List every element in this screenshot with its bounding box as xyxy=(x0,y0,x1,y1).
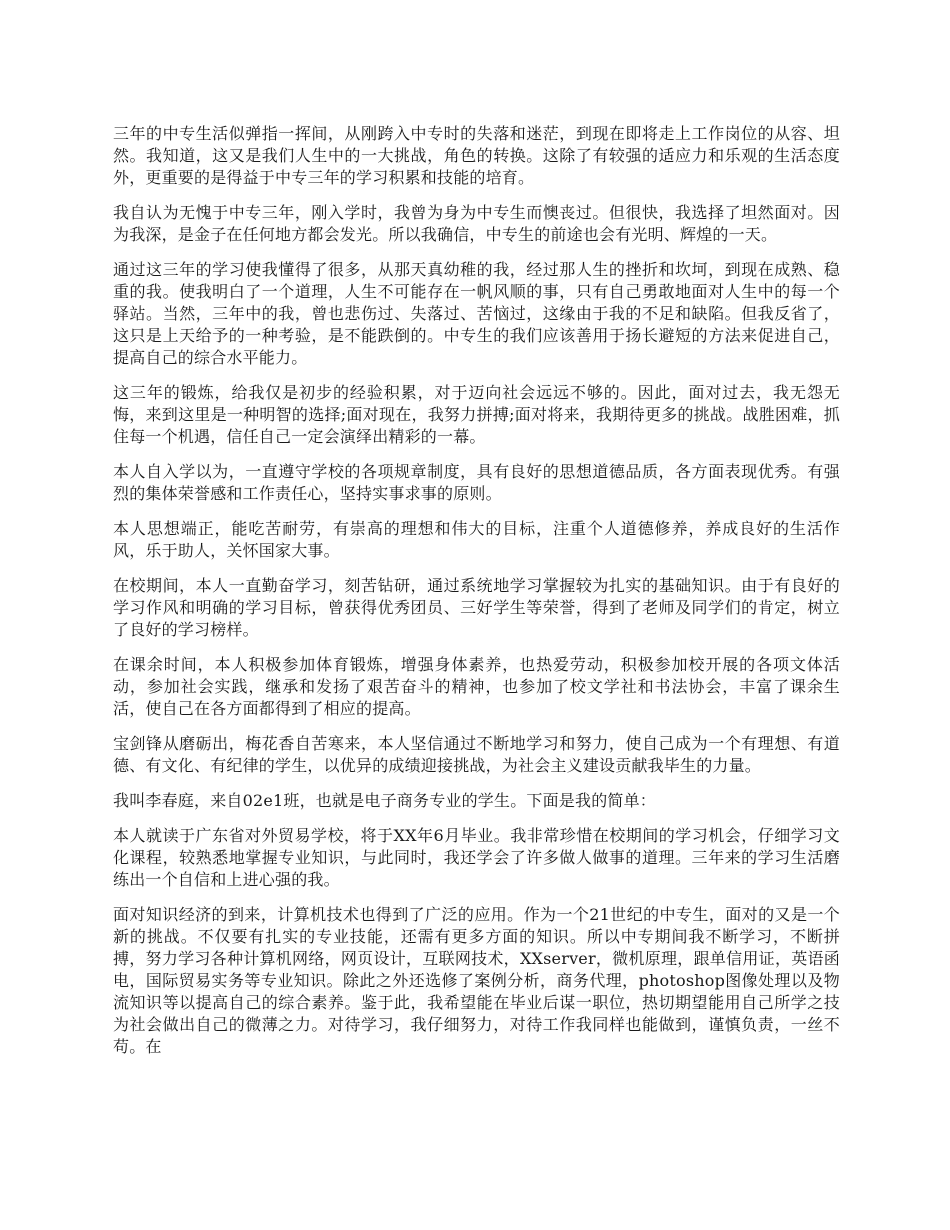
paragraph-11: 本人就读于广东省对外贸易学校，将于XX年6月毕业。我非常珍惜在校期间的学习机会，仔细学习文化课程，较熟悉地掌握专业知识，与此同时，我还学会了许多做人做事的道理。三年来的学习生活磨练出一个自信和上进心强的我。 xyxy=(113,826,840,889)
document-body xyxy=(113,123,840,1071)
paragraph-2: 我自认为无愧于中专三年，刚入学时，我曾为身为中专生而懊丧过。但很快，我选择了坦然面对。因为我深，是金子在任何地方都会发光。所以我确信，中专生的前途也会有光明、辉煌的一天。 xyxy=(113,203,840,244)
paragraph-4: 这三年的锻炼，给我仅是初步的经验积累，对于迈向社会远远不够的。因此，面对过去，我无怨无悔，来到这里是一种明智的选择;面对现在，我努力拼搏;面对将来，我期待更多的挑战。战胜困难，抓住每一个机遇，信任自己一定会演绎出精彩的一幕。 xyxy=(113,383,840,446)
paragraph-3: 通过这三年的学习使我懂得了很多，从那天真幼稚的我，经过那人生的挫折和坎坷，到现在成熟、稳重的我。使我明白了一个道理，人生不可能存在一帆风顺的事，只有自己勇敢地面对人生中的每一个驿站。当然，三年中的我，曾也悲伤过、失落过、苦恼过，这缘由于我的不足和缺陷。但我反省了，这只是上天给予的一种考验，是不能跌倒的。中专生的我们应该善用于扬长避短的方法来促进自己，提高自己的综合水平能力。 xyxy=(113,260,840,367)
paragraph-7: 在校期间，本人一直勤奋学习，刻苦钻研，通过系统地学习掌握较为扎实的基础知识。由于有良好的学习作风和明确的学习目标，曾获得优秀团员、三好学生等荣誉，得到了老师及同学们的肯定，树立了良好的学习榜样。 xyxy=(113,576,840,639)
paragraph-9: 宝剑锋从磨砺出，梅花香自苦寒来，本人坚信通过不断地学习和努力，使自己成为一个有理想、有道德、有文化、有纪律的学生，以优异的成绩迎接挑战，为社会主义建设贡献我毕生的力量。 xyxy=(113,734,840,775)
paragraph-10: 我叫李春庭，来自02e1班，也就是电子商务专业的学生。下面是我的简单： xyxy=(113,791,657,810)
paragraph-6: 本人思想端正，能吃苦耐劳，有崇高的理想和伟大的目标，注重个人道德修养，养成良好的生活作风，乐于助人，关怀国家大事。 xyxy=(113,519,840,560)
paragraph-5: 本人自入学以为，一直遵守学校的各项规章制度，具有良好的思想道德品质，各方面表现优秀。有强烈的集体荣誉感和工作责任心，坚持实事求事的原则。 xyxy=(113,462,840,503)
paragraph-12: 面对知识经济的到来，计算机技术也得到了广泛的应用。作为一个21世纪的中专生，面对的又是一个新的挑战。不仅要有扎实的专业技能，还需有更多方面的知识。所以中专期间我不断学习，不断拼搏，努力学习各种计算机网络，网页设计，互联网技术，XXserver，微机原理，跟单信用证，英语函电，国际贸易实务等专业知识。除此之外还选修了案例分析，商务代理，photoshop图像处理以及物流知识等以提高自己的综合素养。鉴于此，我希望能在毕业后谋一职位，热切期望能用自己所学之技为社会做出自己的微薄之力。对待学习，我仔细努力，对待工作我同样也能做到，谨慎负责，一丝不苟。在 xyxy=(113,905,840,1056)
paragraph-1: 三年的中专生活似弹指一挥间，从刚跨入中专时的失落和迷茫，到现在即将走上工作岗位的从容、坦然。我知道，这又是我们人生中的一大挑战，角色的转换。这除了有较强的适应力和乐观的生活态度外，更重要的是得益于中专三年的学习积累和技能的培育。 xyxy=(113,124,840,187)
paragraph-8: 在课余时间，本人积极参加体育锻炼，增强身体素养，也热爱劳动，积极参加校开展的各项文体活动，参加社会实践，继承和发扬了艰苦奋斗的精神，也参加了校文学社和书法协会，丰富了课余生活，使自己在各方面都得到了相应的提高。 xyxy=(113,655,840,718)
